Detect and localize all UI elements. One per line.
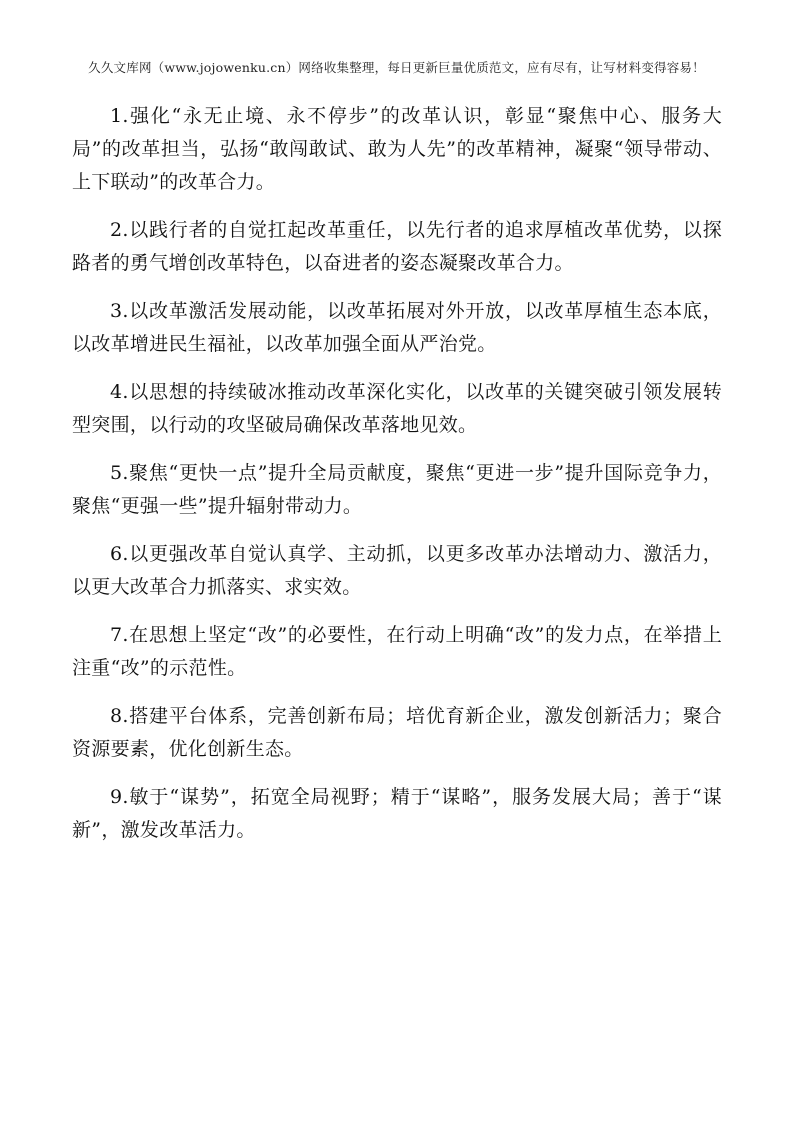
paragraph-6: 6.以更强改革自觉认真学、主动抓，以更多改革办法增动力、激活力，以更大改革合力抓落实、求实效。	[72, 543, 722, 598]
paragraph-8: 8.搭建平台体系，完善创新布局；培优育新企业，激发创新活力；聚合资源要素，优化创新生态。	[72, 705, 722, 760]
paragraph-1: 1.强化“永无止境、永不停步”的改革认识，彰显“聚焦中心、服务大局”的改革担当，弘扬“敢闯敢试、敢为人先”的改革精神，凝聚“领导带动、上下联动”的改革合力。	[72, 105, 722, 193]
page-header: 久久文库网（www.jojowenku.cn）网络收集整理，每日更新巨量优质范文，应有尽有，让写材料变得容易！	[88, 60, 705, 75]
paragraph-5: 5.聚焦“更快一点”提升全局贡献度，聚焦“更进一步”提升国际竞争力，聚焦“更强一些”提升辐射带动力。	[72, 462, 722, 517]
paragraph-9: 9.敏于“谋势”，拓宽全局视野；精于“谋略”，服务发展大局；善于“谋新”，激发改革活力。	[72, 786, 722, 841]
document-body	[72, 100, 722, 862]
paragraph-3: 3.以改革激活发展动能，以改革拓展对外开放，以改革厚植生态本底，以改革增进民生福祉，以改革加强全面从严治党。	[72, 300, 722, 355]
paragraph-4: 4.以思想的持续破冰推动改革深化实化，以改革的关键突破引领发展转型突围，以行动的攻坚破局确保改革落地见效。	[72, 381, 722, 436]
paragraph-2: 2.以践行者的自觉扛起改革重任，以先行者的追求厚植改革优势，以探路者的勇气增创改革特色，以奋进者的姿态凝聚改革合力。	[72, 219, 722, 274]
paragraph-7: 7.在思想上坚定“改”的必要性，在行动上明确“改”的发力点，在举措上注重“改”的示范性。	[72, 624, 722, 679]
